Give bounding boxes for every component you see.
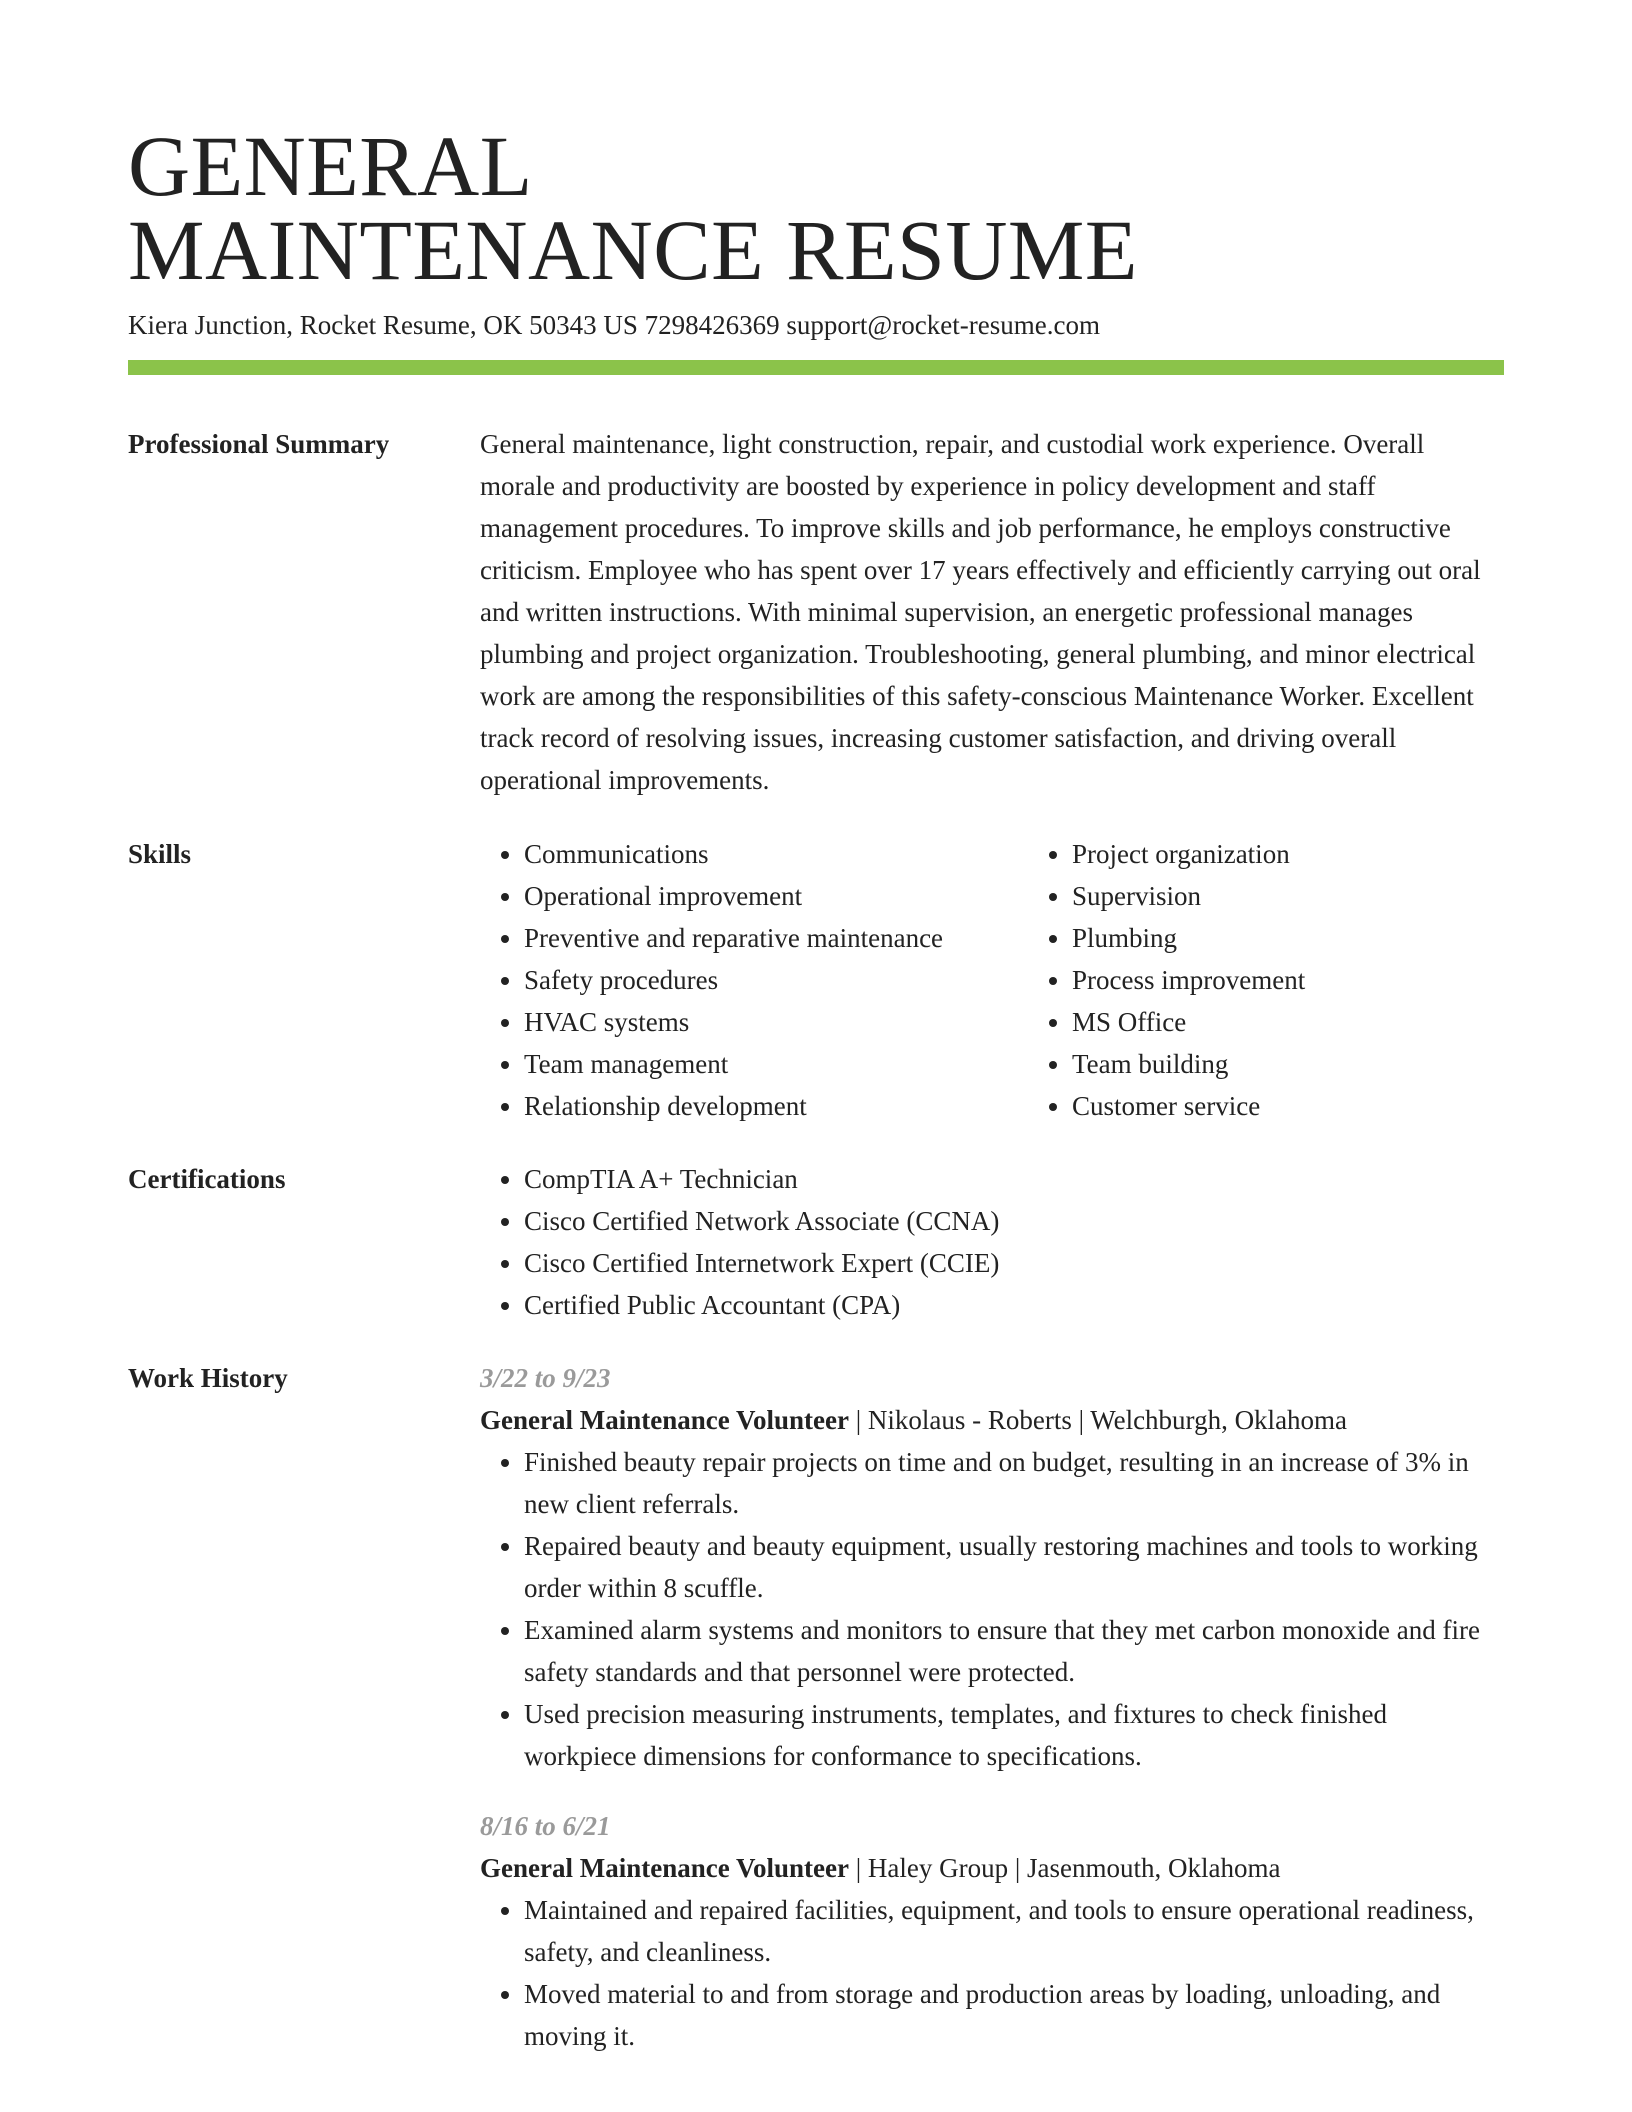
section-label-certifications: Certifications bbox=[128, 1164, 286, 1194]
job-heading bbox=[480, 1399, 1504, 1441]
resume-page bbox=[128, 118, 1504, 2057]
skill-item: • MS Office bbox=[1072, 1001, 1504, 1043]
work-history-body bbox=[480, 1357, 1504, 2057]
certification-item: • CompTIA A+ Technician bbox=[524, 1158, 1504, 1200]
certification-item: • Cisco Certified Network Associate (CCNA) bbox=[524, 1200, 1504, 1242]
skills-column-2 bbox=[1028, 833, 1504, 1127]
job-entry bbox=[480, 1805, 1504, 2057]
certification-item: • Cisco Certified Internetwork Expert (CCIE) bbox=[524, 1242, 1504, 1284]
skill-item: • Customer service bbox=[1072, 1085, 1504, 1127]
skill-item: • Safety procedures bbox=[524, 959, 1028, 1001]
job-duties-list bbox=[480, 1889, 1504, 2057]
job-dates: 3/22 to 9/23 bbox=[480, 1363, 611, 1393]
skill-item: • Plumbing bbox=[1072, 917, 1504, 959]
section-skills bbox=[128, 833, 1504, 1127]
certifications-body bbox=[480, 1158, 1504, 1326]
section-professional-summary bbox=[128, 423, 1504, 801]
resume-title bbox=[128, 118, 1504, 298]
skill-item: • Project organization bbox=[1072, 833, 1504, 875]
job-duty-item: • Moved material to and from storage and production areas by loading, unloading, and moving it. bbox=[524, 1973, 1504, 2057]
contact-info: Kiera Junction, Rocket Resume, OK 50343 US 7298426369 support@rocket-resume.com bbox=[128, 310, 1100, 340]
job-duty-item: • Maintained and repaired facilities, equipment, and tools to ensure operational readiness, safety, and cleanliness. bbox=[524, 1889, 1504, 1973]
skill-item: • Team building bbox=[1072, 1043, 1504, 1085]
job-duty-item: • Repaired beauty and beauty equipment, usually restoring machines and tools to working order within 8 scuffle. bbox=[524, 1525, 1504, 1609]
certifications-list bbox=[480, 1158, 1504, 1326]
resume-title-line-1: GENERAL bbox=[128, 118, 533, 214]
job-title: General Maintenance Volunteer bbox=[480, 1853, 849, 1883]
section-label-skills: Skills bbox=[128, 839, 192, 869]
skill-item: • Operational improvement bbox=[524, 875, 1028, 917]
job-employer-location: | Haley Group | Jasenmouth, Oklahoma bbox=[848, 1853, 1281, 1883]
section-certifications bbox=[128, 1158, 1504, 1326]
accent-divider bbox=[128, 360, 1504, 375]
skill-item: • Supervision bbox=[1072, 875, 1504, 917]
job-duties-list bbox=[480, 1441, 1504, 1777]
section-label-summary: Professional Summary bbox=[128, 429, 390, 459]
skill-item: • Preventive and reparative maintenance bbox=[524, 917, 1028, 959]
section-label-work-history: Work History bbox=[128, 1363, 288, 1393]
job-duty-item: • Examined alarm systems and monitors to ensure that they met carbon monoxide and fire safety standards and that personnel were protected. bbox=[524, 1609, 1504, 1693]
certification-item: • Certified Public Accountant (CPA) bbox=[524, 1284, 1504, 1326]
job-dates: 8/16 to 6/21 bbox=[480, 1811, 611, 1841]
skill-item: • Communications bbox=[524, 833, 1028, 875]
skill-item: • HVAC systems bbox=[524, 1001, 1028, 1043]
job-duty-item: • Used precision measuring instruments, templates, and fixtures to check finished workpiece dimensions for conformance to specifications. bbox=[524, 1693, 1504, 1777]
job-heading bbox=[480, 1847, 1504, 1889]
skill-item: • Process improvement bbox=[1072, 959, 1504, 1001]
skills-grid bbox=[480, 833, 1504, 1127]
summary-text: General maintenance, light construction, repair, and custodial work experience. Overall morale and productivity are boosted by experience in policy development and staff management procedures. To improve skills and job performance, he employs constructive criticism. Employee who has spent over 17 years effectively and efficiently carrying out oral and written instructions. With minimal supervision, an energetic professional manages plumbing and project organization. Troubleshooting, general plumbing, and minor electrical work are among the responsibilities of this safety-conscious Maintenance Worker. Excellent track record of resolving issues, increasing customer satisfaction, and driving overall operational improvements. bbox=[480, 429, 1481, 795]
job-entry bbox=[480, 1357, 1504, 1777]
job-title: General Maintenance Volunteer bbox=[480, 1405, 849, 1435]
resume-title-line-2: MAINTENANCE RESUME bbox=[128, 202, 1138, 298]
section-work-history bbox=[128, 1357, 1504, 2057]
skills-column-1 bbox=[480, 833, 1028, 1127]
skill-item: • Relationship development bbox=[524, 1085, 1028, 1127]
job-employer-location: | Nikolaus - Roberts | Welchburgh, Oklahoma bbox=[848, 1405, 1348, 1435]
skill-item: • Team management bbox=[524, 1043, 1028, 1085]
job-duty-item: • Finished beauty repair projects on time and on budget, resulting in an increase of 3% in new client referrals. bbox=[524, 1441, 1504, 1525]
